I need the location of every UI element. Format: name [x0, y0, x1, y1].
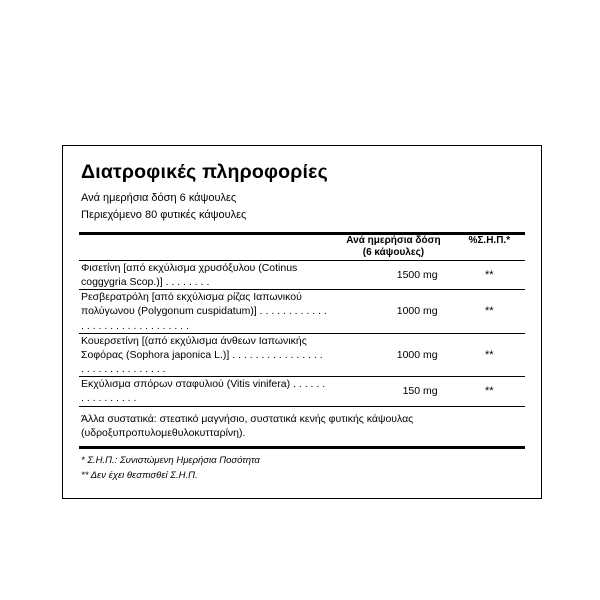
ingredient-amount: 1500 mg: [333, 260, 453, 289]
other-ingredients: Άλλα συστατικά: στεατικό μαγνήσιο, συστατικά κενής φυτικής κάψουλας (υδροξυπροπυλομεθυλοκυτταρίνη).: [79, 406, 525, 446]
table-row: [79, 333, 525, 377]
ingredient-daily-value: **: [454, 377, 525, 406]
footnote-dv-definition: * Σ.Η.Π.: Συνιστώμενη Ημερήσια Ποσότητα: [81, 455, 260, 466]
table-row: [79, 260, 525, 289]
ingredient-amount: 150 mg: [333, 377, 453, 406]
ingredient-daily-value: **: [454, 290, 525, 334]
ingredient-label: Εκχύλισμα σπόρων σταφυλιού (Vitis vinifera): [81, 378, 291, 391]
leader-dots: . . . . . . . .: [162, 276, 210, 289]
ingredient-name: [79, 377, 333, 406]
ingredient-daily-value: **: [454, 260, 525, 289]
nutrition-table: [79, 235, 525, 406]
leader-dots: . . . . . . . . . . . . . . . . . . . . . . . . . . . . . . .: [81, 305, 327, 332]
column-header-amount-line1: Ανά ημερήσια δόση: [346, 234, 441, 246]
servings-per-container: Περιεχόμενο 80 φυτικές κάψουλες: [81, 209, 247, 222]
ingredient-amount: 1000 mg: [333, 290, 453, 334]
footnotes: [79, 446, 525, 486]
leader-dots: . . . . . . . . . . . . . . . .: [81, 378, 326, 405]
column-header-daily-value: %Σ.Η.Π.*: [468, 234, 511, 246]
ingredient-label: Ρεσβερατρόλη [από εκχύλισμα ρίζας Ιαπωνικού πολύγωνου (Polygonum cuspidatum)]: [81, 291, 302, 318]
table-row: [79, 377, 525, 406]
ingredient-name: [79, 333, 333, 377]
ingredient-amount: 1000 mg: [333, 333, 453, 377]
serving-size: Ανά ημερήσια δόση 6 κάψουλες: [81, 192, 237, 205]
ingredient-name: [79, 290, 333, 334]
supplement-facts-panel: [62, 145, 542, 499]
ingredient-daily-value: **: [454, 333, 525, 377]
leader-dots: . . . . . . . . . . . . . . . . . . . . . . . . . . . . . . .: [81, 348, 323, 376]
column-header-amount-per-serving: [333, 235, 453, 261]
panel-title: Διατροφικές πληροφορίες: [81, 161, 328, 183]
ingredient-name: [79, 260, 333, 289]
column-header-blank: [79, 235, 333, 261]
table-row: [79, 290, 525, 334]
table-header-row: [79, 235, 525, 261]
ingredient-label: Φισετίνη [από εκχύλισμα χρυσόξυλου (Cotinus coggygria Scop.)]: [81, 261, 298, 289]
ingredient-label: Κουερσετίνη [(από εκχύλισμα άνθεων Ιαπωνικής Σοφόρας (Sophora japonica L.)]: [81, 334, 307, 361]
footnote-no-dv: ** Δεν έχει θεσπισθεί Σ.Η.Π.: [81, 469, 198, 481]
column-header-amount-line2: (6 κάψουλες): [362, 247, 425, 259]
